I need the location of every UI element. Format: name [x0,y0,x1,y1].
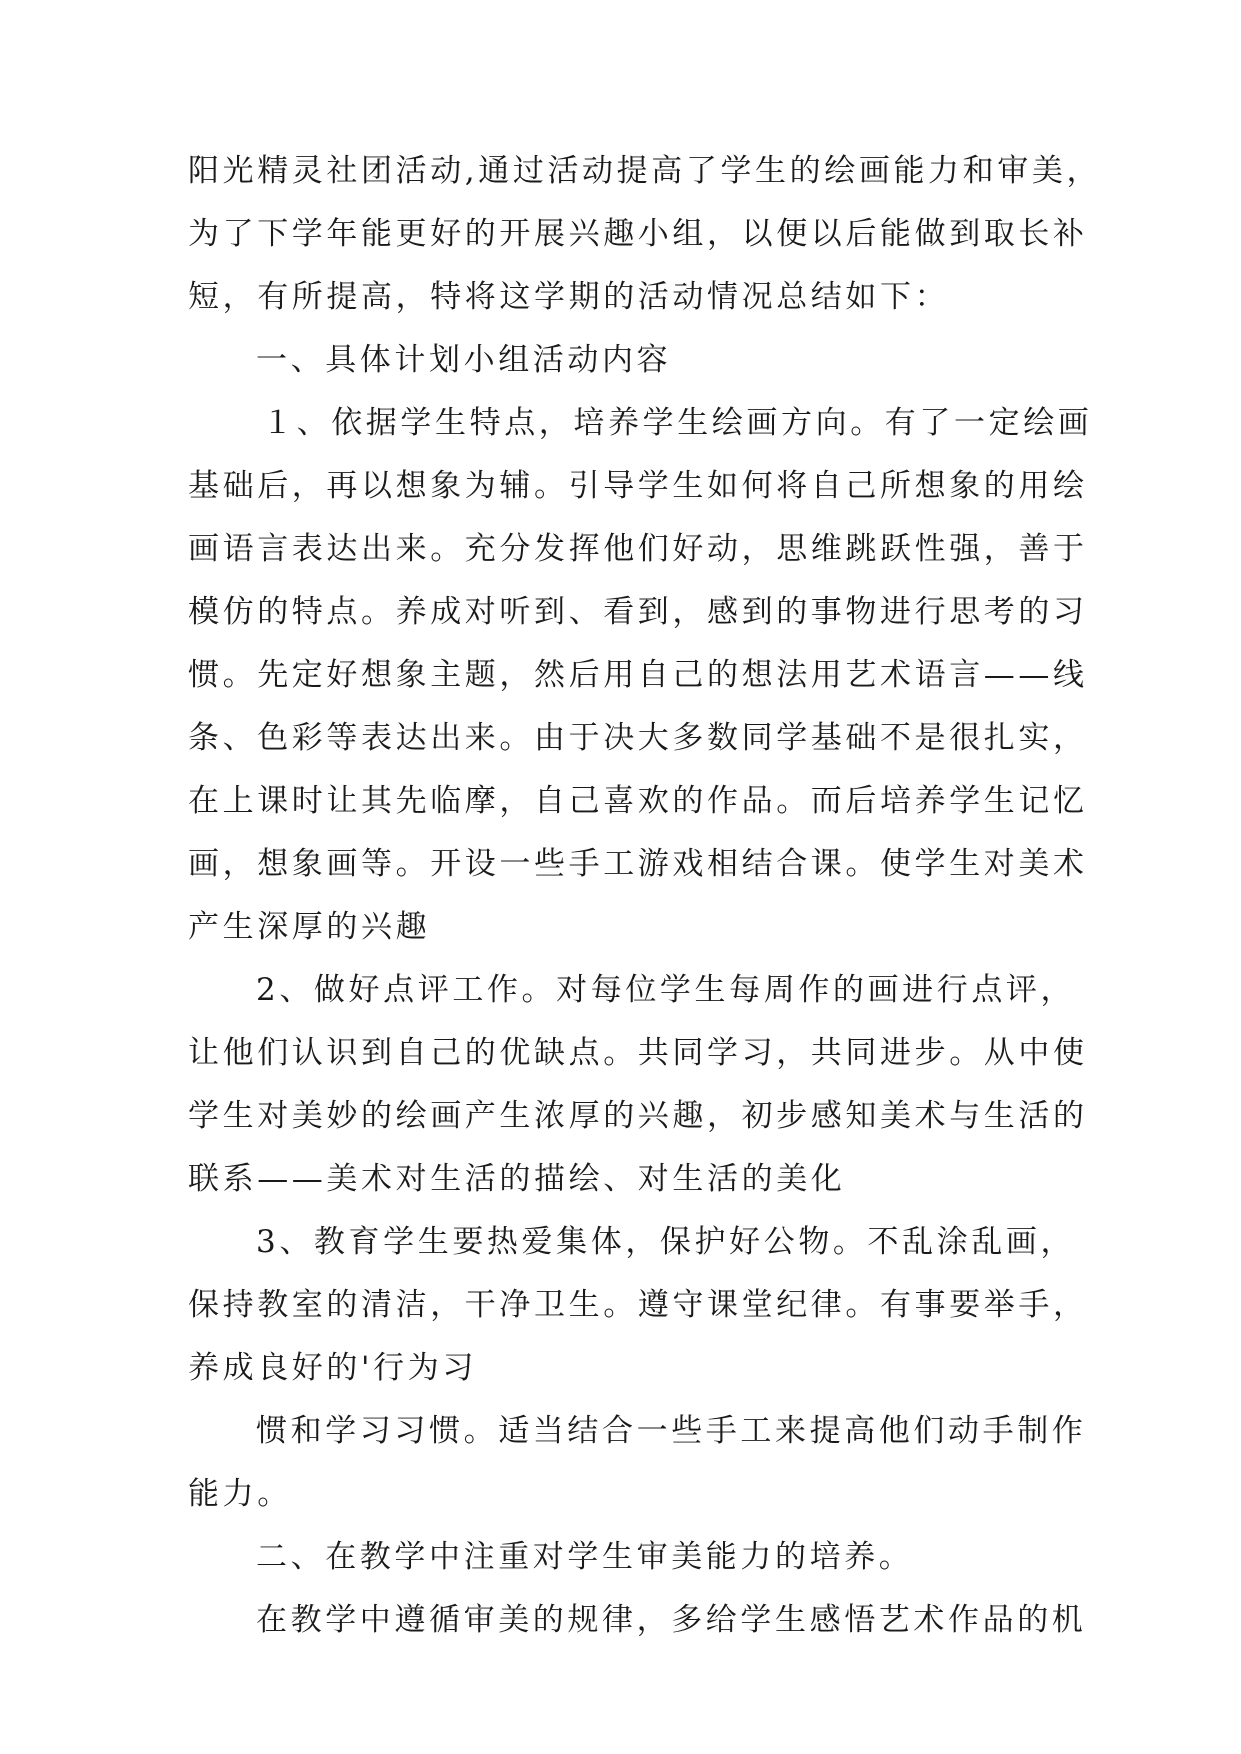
text-line: 条、色彩等表达出来。由于决大多数同学基础不是很扎实， [188,720,1088,756]
text-line: 为了下学年能更好的开展兴趣小组，以便以后能做到取长补 [188,216,1088,252]
text-line: 联系——美术对生活的描绘、对生活的美化 [188,1161,846,1197]
text-line: 惯。先定好想象主题，然后用自己的想法用艺术语言——线 [188,657,1088,693]
text-line: 基础后，再以想象为辅。引导学生如何将自己所想象的用绘 [188,468,1088,504]
text-line: 在上课时让其先临摩，自己喜欢的作品。而后培养学生记忆 [188,783,1088,819]
text-line: 学生对美妙的绘画产生浓厚的兴趣，初步感知美术与生活的 [188,1098,1088,1134]
text-line: 画，想象画等。开设一些手工游戏相结合课。使学生对美术 [188,846,1088,882]
text-line: 养成良好的'行为习 [188,1350,477,1386]
section-heading: 二、在教学中注重对学生审美能力的培养。 [256,1539,914,1575]
text-line: 模仿的特点。养成对听到、看到，感到的事物进行思考的习 [188,594,1088,630]
text-line: 产生深厚的兴趣 [188,909,431,945]
text-line: 在教学中遵循审美的规律，多给学生感悟艺术作品的机 [256,1602,1087,1638]
text-line: 惯和学习习惯。适当结合一些手工来提高他们动手制作 [256,1413,1087,1449]
text-line: 短，有所提高，特将这学期的活动情况总结如下： [188,279,950,315]
text-line: 能力。 [188,1476,292,1512]
text-line: 保持教室的清洁，干净卫生。遵守课堂纪律。有事要举手， [188,1287,1088,1323]
text-line: 让他们认识到自己的优缺点。共同学习，共同进步。从中使 [188,1035,1088,1071]
text-line: １、依据学生特点，培养学生绘画方向。有了一定绘画 [262,405,1093,441]
text-line: 阳光精灵社团活动,通过活动提高了学生的绘画能力和审美， [188,153,1102,189]
section-heading: 一、具体计划小组活动内容 [256,342,672,378]
text-line: 画语言表达出来。充分发挥他们好动，思维跳跃性强，善于 [188,531,1088,567]
text-line: 2、做好点评工作。对每位学生每周作的画进行点评， [256,972,1076,1008]
text-line: 3、教育学生要热爱集体，保护好公物。不乱涂乱画， [256,1224,1076,1260]
